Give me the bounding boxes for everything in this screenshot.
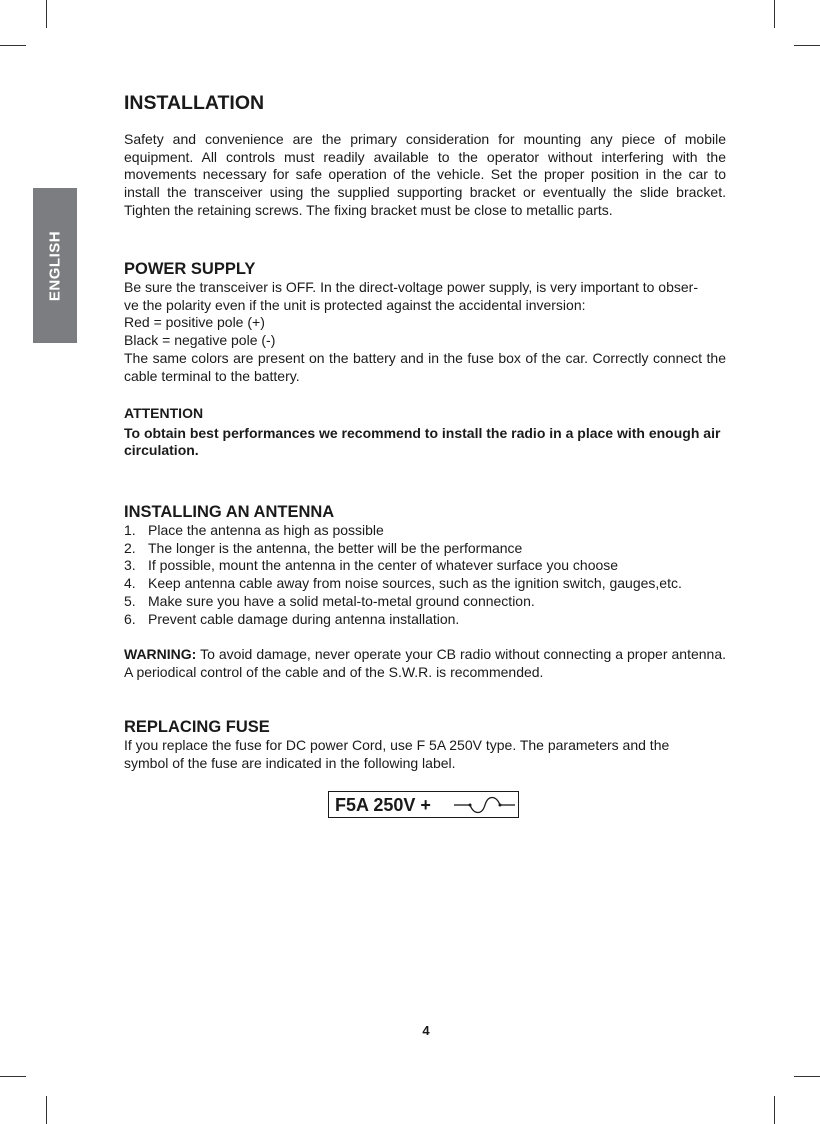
warning-section — [124, 646, 726, 681]
fuse-heading: REPLACING FUSE — [124, 718, 270, 736]
fuse-symbol-icon — [453, 796, 515, 814]
language-tab — [33, 188, 77, 343]
list-item: 4. Keep antenna cable away from noise sources, such as the ignition switch, gauges,etc. — [124, 575, 682, 592]
polarity-red: Red = positive pole (+) — [124, 314, 265, 331]
power-supply-section — [124, 259, 726, 385]
fuse-label-text: F5A 250V + — [335, 795, 431, 815]
crop-mark — [46, 0, 47, 28]
fuse-section — [124, 717, 726, 772]
crop-mark — [0, 45, 26, 46]
power-supply-note: The same colors are present on the battery and in the fuse box of the car. Correctly connect the cable terminal to the battery. — [124, 349, 726, 384]
crop-mark — [46, 1096, 47, 1124]
antenna-steps — [124, 522, 726, 628]
fuse-line-1: If you replace the fuse for DC power Cord, use F 5A 250V type. The parameters and the — [124, 737, 670, 753]
power-supply-line-1: Be sure the transceiver is OFF. In the direct-voltage power supply, is very important to obser- — [124, 279, 698, 295]
list-item: 5. Make sure you have a solid metal-to-metal ground connection. — [124, 592, 535, 609]
page-number: 4 — [422, 1023, 430, 1038]
antenna-heading: INSTALLING AN ANTENNA — [124, 503, 335, 521]
crop-mark — [794, 45, 820, 46]
list-item: 6. Prevent cable damage during antenna installation. — [124, 610, 460, 627]
installation-text: Safety and convenience are the primary consideration for mounting any piece of mobile equipment. All controls must readily available to the operator without interfering with the movements necessary for safe operation of the vehicle. Set the proper position in the car to install the transceiver using the supplied supporting bracket or eventually the slide bracket. Tighten the retaining screws. The fixing bracket must be close to metallic parts. — [124, 131, 726, 218]
attention-heading: ATTENTION — [124, 405, 204, 421]
warning-label: WARNING: — [124, 646, 197, 662]
polarity-black: Black = negative pole (-) — [124, 332, 276, 349]
list-item: 1. Place the antenna as high as possible — [124, 522, 384, 538]
attention-section — [124, 405, 726, 460]
crop-mark — [774, 1096, 775, 1124]
list-item: 3. If possible, mount the antenna in the center of whatever surface you choose — [124, 557, 619, 574]
installation-heading: INSTALLATION — [124, 92, 265, 114]
list-item: 2. The longer is the antenna, the better will be the performance — [124, 539, 523, 556]
attention-text: To obtain best performances we recommend to install the radio in a place with enough air circulation. — [124, 424, 721, 459]
power-supply-line-2: ve the polarity even if the unit is protected against the accidental inversion: — [124, 296, 586, 313]
fuse-label-box — [328, 791, 519, 818]
fuse-line-2: symbol of the fuse are indicated in the following label. — [124, 754, 456, 771]
crop-mark — [0, 1076, 26, 1077]
crop-mark — [774, 0, 775, 28]
language-tab-label: ENGLISH — [46, 230, 64, 301]
crop-mark — [794, 1076, 820, 1077]
power-supply-heading: POWER SUPPLY — [124, 260, 256, 278]
warning-text: WARNING: To avoid damage, never operate your CB radio without connecting a proper antenna. A periodical control of the cable and of the S.W.R. is recommended. — [124, 646, 726, 680]
antenna-section — [124, 502, 726, 628]
installation-section — [124, 91, 726, 220]
